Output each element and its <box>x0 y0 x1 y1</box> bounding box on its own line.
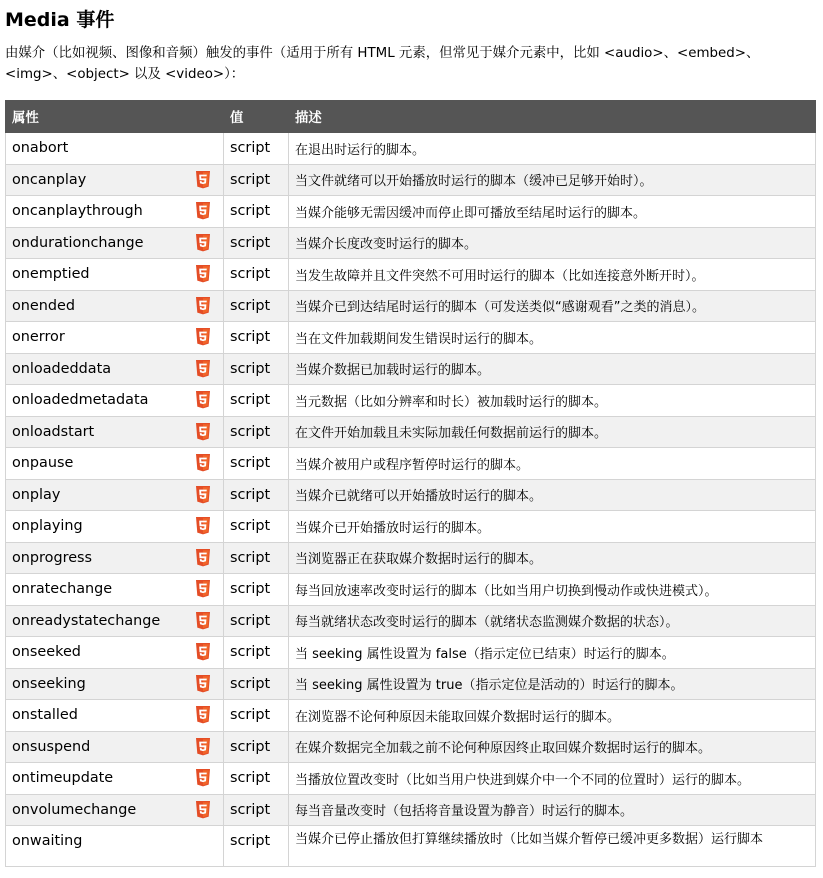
value-cell: script <box>224 353 289 385</box>
value-cell: script <box>224 322 289 354</box>
html5-icon <box>195 738 211 756</box>
attribute-name: onabort <box>12 140 69 157</box>
attribute-name: onplay <box>12 486 61 503</box>
attribute-name: onloadedmetadata <box>12 392 149 409</box>
attribute-name: onended <box>12 297 76 314</box>
value-cell: script <box>224 605 289 637</box>
table-row <box>6 763 816 795</box>
value-cell: script <box>224 668 289 700</box>
attribute-name: onerror <box>12 329 65 346</box>
table-row <box>6 731 816 763</box>
description-cell: 在文件开始加载且未实际加载任何数据前运行的脚本。 <box>289 416 816 448</box>
header-description: 描述 <box>289 101 816 133</box>
table-header <box>6 101 816 133</box>
description-cell: 当媒介能够无需因缓冲而停止即可播放至结尾时运行的脚本。 <box>289 196 816 228</box>
page-title: Media 事件 <box>5 9 115 31</box>
html5-icon <box>195 517 211 535</box>
attribute-name: ontimeupdate <box>12 770 114 787</box>
table-row <box>6 574 816 606</box>
value-cell: script <box>224 416 289 448</box>
description-cell: 在退出时运行的脚本。 <box>289 133 816 165</box>
value-cell: script <box>224 826 289 867</box>
value-cell: script <box>224 290 289 322</box>
attribute-name: onloadeddata <box>12 360 112 377</box>
html5-icon <box>195 454 211 472</box>
attribute-cell <box>6 731 224 763</box>
value-cell: script <box>224 637 289 669</box>
header-value: 值 <box>224 101 289 133</box>
description-cell: 当媒介已停止播放但打算继续播放时（比如当媒介暂停已缓冲更多数据）运行脚本 <box>289 826 816 867</box>
description-cell: 当在文件加载期间发生错误时运行的脚本。 <box>289 322 816 354</box>
html5-icon <box>195 580 211 598</box>
attribute-cell <box>6 416 224 448</box>
table-row <box>6 605 816 637</box>
description-cell: 当媒介被用户或程序暂停时运行的脚本。 <box>289 448 816 480</box>
table-row <box>6 164 816 196</box>
description-cell: 当浏览器正在获取媒介数据时运行的脚本。 <box>289 542 816 574</box>
value-cell: script <box>224 385 289 417</box>
attribute-cell <box>6 542 224 574</box>
table-row <box>6 290 816 322</box>
attribute-name: oncanplay <box>12 171 87 188</box>
value-cell: script <box>224 196 289 228</box>
table-row <box>6 637 816 669</box>
html5-icon <box>195 549 211 567</box>
description-cell: 当媒介数据已加载时运行的脚本。 <box>289 353 816 385</box>
value-cell: script <box>224 763 289 795</box>
html5-icon <box>195 675 211 693</box>
value-cell: script <box>224 794 289 826</box>
table-row <box>6 700 816 732</box>
attribute-cell <box>6 700 224 732</box>
description-cell: 当文件就绪可以开始播放时运行的脚本（缓冲已足够开始时）。 <box>289 164 816 196</box>
attribute-name: onvolumechange <box>12 801 137 818</box>
attribute-cell <box>6 668 224 700</box>
html5-icon <box>195 360 211 378</box>
attribute-name: onloadstart <box>12 423 95 440</box>
html5-icon <box>195 234 211 252</box>
html5-icon <box>195 265 211 283</box>
description-cell: 当媒介已就绪可以开始播放时运行的脚本。 <box>289 479 816 511</box>
attribute-cell <box>6 290 224 322</box>
intro-text: 由媒介（比如视频、图像和音频）触发的事件（适用于所有 HTML 元素，但常见于媒介元素中，比如 <audio>、<embed>、<img>、<object> 以及 <video>）： <box>5 46 760 82</box>
description-cell: 当播放位置改变时（比如当用户快进到媒介中一个不同的位置时）运行的脚本。 <box>289 763 816 795</box>
description-cell: 在浏览器不论何种原因未能取回媒介数据时运行的脚本。 <box>289 700 816 732</box>
table-row <box>6 448 816 480</box>
description-cell: 当媒介长度改变时运行的脚本。 <box>289 227 816 259</box>
attribute-name: oncanplaythrough <box>12 203 143 220</box>
table-row <box>6 227 816 259</box>
table-header-row <box>6 101 816 133</box>
attribute-cell <box>6 637 224 669</box>
table-row <box>6 322 816 354</box>
attribute-cell <box>6 763 224 795</box>
attribute-name: onstalled <box>12 707 78 724</box>
value-cell: script <box>224 574 289 606</box>
description-cell: 每当音量改变时（包括将音量设置为静音）时运行的脚本。 <box>289 794 816 826</box>
table-row <box>6 542 816 574</box>
value-cell: script <box>224 511 289 543</box>
attribute-name: ondurationchange <box>12 234 144 251</box>
table-row <box>6 479 816 511</box>
attribute-cell <box>6 259 224 291</box>
table-row <box>6 196 816 228</box>
attribute-cell <box>6 605 224 637</box>
description-cell: 当 seeking 属性设置为 true（指示定位是活动的）时运行的脚本。 <box>289 668 816 700</box>
attribute-cell <box>6 196 224 228</box>
html5-icon <box>195 706 211 724</box>
description-cell: 当 seeking 属性设置为 false（指示定位已结束）时运行的脚本。 <box>289 637 816 669</box>
attribute-cell <box>6 826 224 867</box>
attribute-cell <box>6 385 224 417</box>
table-row <box>6 511 816 543</box>
attribute-cell <box>6 133 224 165</box>
table-row <box>6 416 816 448</box>
table-row <box>6 794 816 826</box>
value-cell: script <box>224 731 289 763</box>
html5-icon <box>195 328 211 346</box>
html5-icon <box>195 297 211 315</box>
attribute-cell <box>6 511 224 543</box>
attribute-name: onseeked <box>12 644 81 661</box>
html5-icon <box>195 643 211 661</box>
attribute-name: onpause <box>12 455 74 472</box>
media-events-table <box>5 100 816 867</box>
value-cell: script <box>224 479 289 511</box>
header-attribute: 属性 <box>6 101 224 133</box>
description-cell: 在媒介数据完全加载之前不论何种原因终止取回媒介数据时运行的脚本。 <box>289 731 816 763</box>
attribute-name: onratechange <box>12 581 113 598</box>
attribute-cell <box>6 227 224 259</box>
attribute-cell <box>6 164 224 196</box>
description-cell: 当元数据（比如分辨率和时长）被加载时运行的脚本。 <box>289 385 816 417</box>
description-cell: 当媒介已开始播放时运行的脚本。 <box>289 511 816 543</box>
description-cell: 每当就绪状态改变时运行的脚本（就绪状态监测媒介数据的状态）。 <box>289 605 816 637</box>
description-cell: 当媒介已到达结尾时运行的脚本（可发送类似“感谢观看”之类的消息）。 <box>289 290 816 322</box>
table-body <box>6 133 816 867</box>
value-cell: script <box>224 164 289 196</box>
table-row <box>6 826 816 867</box>
html5-icon <box>195 202 211 220</box>
attribute-cell <box>6 448 224 480</box>
attribute-cell <box>6 353 224 385</box>
table-row <box>6 353 816 385</box>
html5-icon <box>195 391 211 409</box>
description-cell: 每当回放速率改变时运行的脚本（比如当用户切换到慢动作或快进模式）。 <box>289 574 816 606</box>
attribute-cell <box>6 479 224 511</box>
value-cell: script <box>224 542 289 574</box>
description-cell: 当发生故障并且文件突然不可用时运行的脚本（比如连接意外断开时）。 <box>289 259 816 291</box>
html5-icon <box>195 769 211 787</box>
table-row <box>6 668 816 700</box>
attribute-name: onwaiting <box>12 833 83 849</box>
table-row <box>6 133 816 165</box>
attribute-name: onreadystatechange <box>12 612 161 629</box>
html5-icon <box>195 423 211 441</box>
value-cell: script <box>224 259 289 291</box>
attribute-name: onseeking <box>12 675 86 692</box>
html5-icon <box>195 486 211 504</box>
value-cell: script <box>224 133 289 165</box>
html5-icon <box>195 801 211 819</box>
attribute-cell <box>6 574 224 606</box>
table-row <box>6 259 816 291</box>
attribute-name: onemptied <box>12 266 90 283</box>
attribute-cell <box>6 794 224 826</box>
value-cell: script <box>224 700 289 732</box>
value-cell: script <box>224 227 289 259</box>
html5-icon <box>195 612 211 630</box>
attribute-name: onsuspend <box>12 738 91 755</box>
attribute-name: onprogress <box>12 549 93 566</box>
value-cell: script <box>224 448 289 480</box>
attribute-name: onplaying <box>12 518 83 535</box>
attribute-cell <box>6 322 224 354</box>
table-row <box>6 385 816 417</box>
html5-icon <box>195 171 211 189</box>
